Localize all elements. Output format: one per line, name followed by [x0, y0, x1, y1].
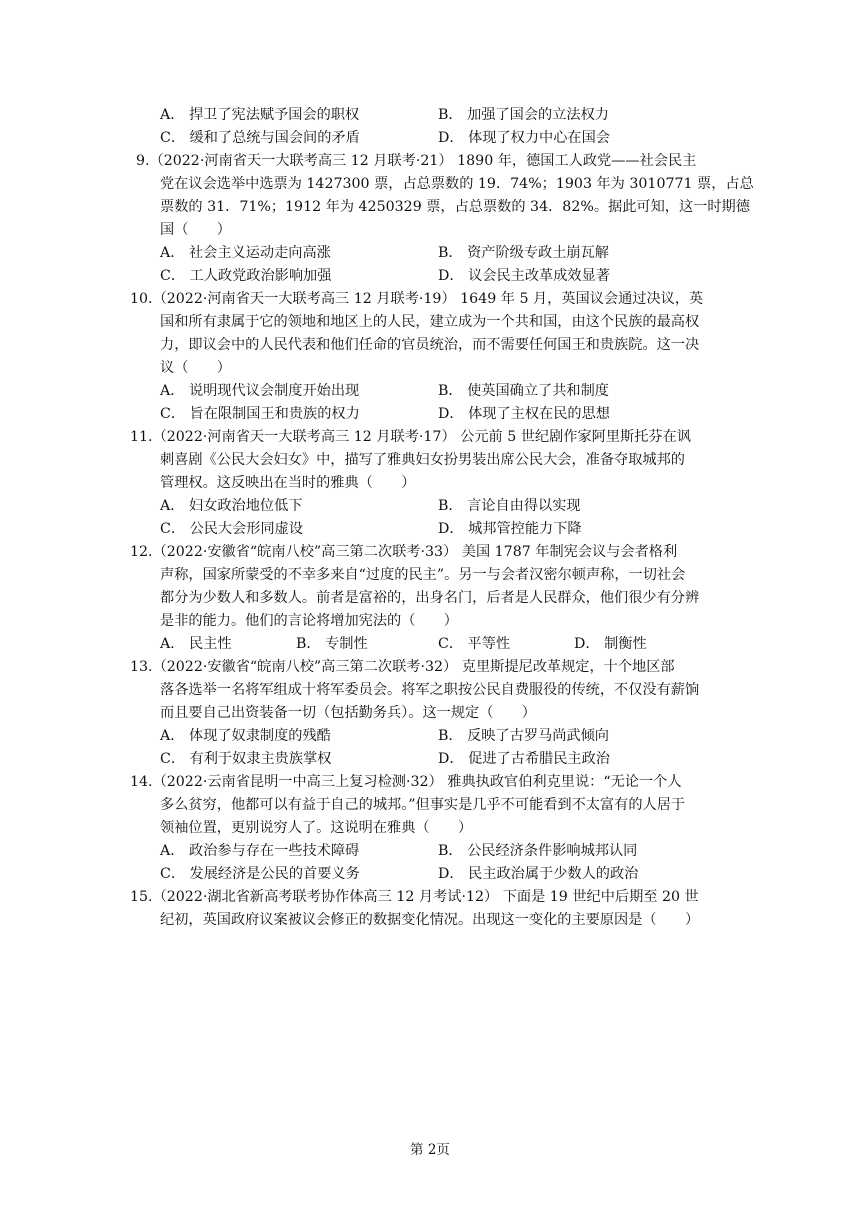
- option-c: C． 平等性: [438, 636, 511, 652]
- question-stem-line: 党在议会选举中选票为 1427300 票，占总票数的 19．74%；1903 年为 3010771 票，占总: [160, 176, 754, 192]
- option-d: D． 体现了权力中心在国会: [438, 130, 610, 146]
- question-stem-line: 15.（2022·湖北省新高考联考协作体高三 12 月考试·12） 下面是 19 世纪中后期至 20 世: [130, 889, 699, 905]
- question-stem-line: 13.（2022·安徽省“皖南八校”高三第二次联考·32） 克里斯提尼改革规定，十个地区部: [130, 659, 675, 675]
- option-b: B． 专制性: [296, 636, 368, 652]
- option-c: C． 旨在限制国王和贵族的权力: [160, 406, 360, 422]
- question-stem-line: 管理权。这反映出在当时的雅典（ ）: [160, 475, 416, 491]
- option-d: D． 体现了主权在民的思想: [438, 406, 610, 422]
- question-stem-line: 都分为少数人和多数人。前者是富裕的，出身名门，后者是人民群众，他们很少有分辨: [160, 590, 700, 606]
- option-b: B． 反映了古罗马尚武倾向: [438, 728, 609, 744]
- option-a: A． 民主性: [160, 636, 232, 652]
- option-c: C． 工人政党政治影响加强: [160, 268, 332, 284]
- question-stem-line: 纪初，英国政府议案被议会修正的数据变化情况。出现这一变化的主要原因是（ ）: [160, 912, 700, 928]
- option-a: A． 说明现代议会制度开始出现: [160, 383, 360, 399]
- option-d: D． 城邦管控能力下降: [438, 521, 582, 537]
- option-b: B． 资产阶级专政土崩瓦解: [438, 245, 609, 261]
- page-number: 第 2页: [410, 1142, 450, 1158]
- option-c: C． 发展经济是公民的首要义务: [160, 866, 360, 882]
- question-stem-line: 10.（2022·河南省天一大联考高三 12 月联考·19） 1649 年 5 月，英国议会通过决议，英: [130, 291, 704, 307]
- question-stem-line: 11.（2022·河南省天一大联考高三 12 月联考·17） 公元前 5 世纪剧作家阿里斯托芬在讽: [130, 429, 691, 445]
- option-d: D． 促进了古希腊民主政治: [438, 751, 610, 767]
- option-c: C． 缓和了总统与国会间的矛盾: [160, 130, 360, 146]
- option-c: C． 有利于奴隶主贵族掌权: [160, 751, 332, 767]
- option-d: D． 制衡性: [574, 636, 647, 652]
- option-b: B． 加强了国会的立法权力: [438, 107, 609, 123]
- option-d: D． 议会民主改革成效显著: [438, 268, 610, 284]
- option-a: A． 政治参与存在一些技术障碍: [160, 843, 360, 859]
- option-a: A． 妇女政治地位低下: [160, 498, 303, 514]
- option-c: C． 公民大会形同虚设: [160, 521, 304, 537]
- question-stem-line: 刺喜剧《公民大会妇女》中，描写了雅典妇女扮男装出席公民大会，准备夺取城邦的: [160, 452, 685, 468]
- question-stem-line: 14.（2022·云南省昆明一中高三上复习检测·32） 雅典执政官伯利克里说：“无论一个人: [130, 774, 682, 790]
- question-stem-line: 多么贫穷，他都可以有益于自己的城邦。”但事实是几乎不可能看到不太富有的人居于: [160, 797, 686, 813]
- option-b: B． 公民经济条件影响城邦认同: [438, 843, 638, 859]
- question-stem-line: 力，即议会中的人民代表和他们任命的官员统治，而不需要任何国王和贵族院。这一决: [160, 337, 700, 353]
- question-stem-line: 领袖位置，更别说穷人了。这说明在雅典（ ）: [160, 820, 473, 836]
- option-a: A． 捍卫了宪法赋予国会的职权: [160, 107, 360, 123]
- question-stem-line: 落各选举一名将军组成十将军委员会。将军之职按公民自费服役的传统，不仅没有薪饷: [160, 682, 700, 698]
- question-stem-line: 9.（2022·河南省天一大联考高三 12 月联考·21） 1890 年，德国工人政党——社会民主: [136, 153, 697, 169]
- question-stem-line: 国和所有隶属于它的领地和地区上的人民，建立成为一个共和国，由这个民族的最高权: [160, 314, 700, 330]
- question-stem-line: 12.（2022·安徽省“皖南八校”高三第二次联考·33） 美国 1787 年制宪会议与会者格利: [130, 544, 678, 560]
- option-b: B． 使英国确立了共和制度: [438, 383, 609, 399]
- option-b: B． 言论自由得以实现: [438, 498, 581, 514]
- question-stem-line: 国（ ）: [160, 222, 231, 238]
- question-stem-line: 票数的 31．71%；1912 年为 4250329 票，占总票数的 34．82%。据此可知，这一时期德: [160, 199, 750, 215]
- question-stem-line: 声称，国家所蒙受的不幸多来自“过度的民主”。另一与会者汉密尔顿声称，一切社会: [160, 567, 686, 583]
- question-stem-line: 议（ ）: [160, 360, 231, 376]
- option-d: D． 民主政治属于少数人的政治: [438, 866, 639, 882]
- question-stem-line: 而且要自己出资装备一切（包括勤务兵）。这一规定（ ）: [160, 705, 536, 721]
- option-a: A． 体现了奴隶制度的残酷: [160, 728, 331, 744]
- question-stem-line: 是非的能力。他们的言论将增加宪法的（ ）: [160, 613, 458, 629]
- option-a: A． 社会主义运动走向高涨: [160, 245, 331, 261]
